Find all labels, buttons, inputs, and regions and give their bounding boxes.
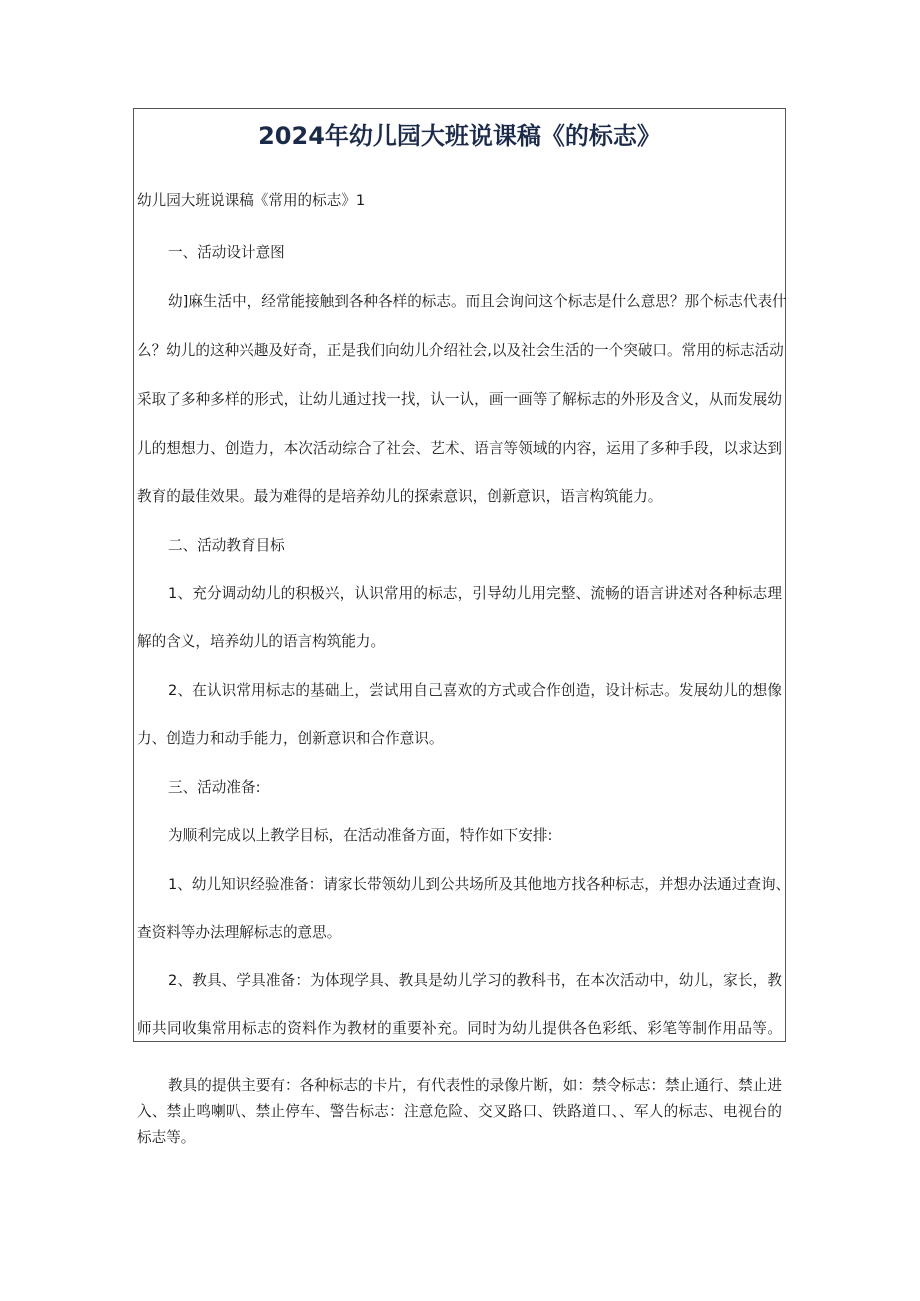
paragraph-line: 为顺利完成以上教学目标，在活动准备方面，特作如下安排: — [168, 827, 553, 844]
paragraph-line: 力、创造力和动手能力，创新意识和合作意识。 — [137, 730, 444, 747]
paragraph-line: 1、充分调动幼儿的积极兴，认识常用的标志，引导幼儿用完整、流畅的语言讲述对各种标志理 — [168, 585, 782, 602]
paragraph-line: 查资料等办法理解标志的意思。 — [137, 924, 342, 941]
paragraph-line: 教育的最佳效果。最为难得的是培养幼儿的探索意识，创新意识，语言构筑能力。 — [137, 488, 663, 505]
document-subtitle: 幼儿园大班说课稿《常用的标志》1 — [137, 192, 366, 209]
paragraph-line: 入、禁止鸣喇叭、禁止停车、警告标志：注意危险、交叉路口、铁路道口、、军人的标志、电视台的 — [137, 1103, 782, 1120]
paragraph-line: 幼]麻生活中，经常能接触到各种各样的标志。而且会询问这个标志是什么意思？那个标志代表什 — [168, 293, 787, 310]
paragraph-line: 1、幼儿知识经验准备：请家长带领幼儿到公共场所及其他地方找各种标志，并想办法通过查询、 — [168, 876, 791, 893]
section-heading-goals: 二、活动教育目标 — [168, 537, 285, 554]
paragraph-line: 么？幼儿的这种兴趣及好奇，正是我们向幼儿介绍社会,以及社会生活的一个突破口。常用的标志活动 — [137, 342, 784, 359]
paragraph-line: 师共同收集常用标志的资料作为教材的重要补充。同时为幼儿提供各色彩纸、彩笔等制作用品等。 — [137, 1020, 782, 1037]
paragraph-line: 解的含义，培养幼儿的语言构筑能力。 — [137, 633, 386, 650]
page-title: 2024年幼儿园大班说课稿《的标志》 — [258, 122, 661, 150]
paragraph-line: 儿的想想力、创造力，本次活动综合了社会、艺术、语言等领域的内容，运用了多种手段，以求达到 — [137, 440, 782, 457]
paragraph-line: 2、在认识常用标志的基础上，尝试用自己喜欢的方式或合作创造，设计标志。发展幼儿的想像 — [168, 682, 782, 699]
section-heading-design: 一、活动设计意图 — [168, 244, 285, 261]
section-heading-prep: 三、活动准备: — [168, 779, 261, 796]
paragraph-line: 教具的提供主要有：各种标志的卡片，有代表性的录像片断，如：禁令标志：禁止通行、禁止进 — [168, 1077, 782, 1094]
paragraph-line: 2、教具、学具准备：为体现学具、教具是幼儿学习的教科书，在本次活动中，幼儿，家长，教 — [168, 972, 782, 989]
paragraph-line: 标志等。 — [137, 1129, 196, 1146]
paragraph-line: 采取了多种多样的形式，让幼儿通过找一找，认一认，画一画等了解标志的外形及含义，从而发展幼 — [137, 391, 782, 408]
